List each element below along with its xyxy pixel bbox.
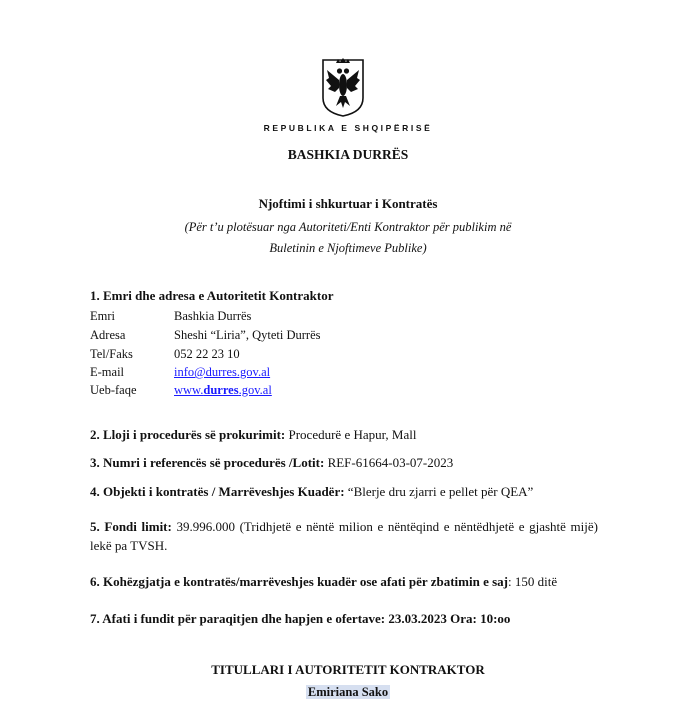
section3-reference: [90, 455, 610, 471]
section4-contract-object: [90, 484, 610, 500]
section6-value: : 150 ditë: [507, 574, 558, 589]
section4-label: 4. Objekti i kontratës / Marrëveshjes Kuadër:: [90, 484, 345, 499]
website-prefix: www.: [174, 383, 204, 397]
row-label: Tel/Faks: [90, 347, 133, 361]
section5-label: 5. Fondi limit:: [90, 519, 172, 534]
signer-name-wrap: [0, 684, 696, 700]
notice-subtitle-line1: (Për t’u plotësuar nga Autoriteti/Enti Kontraktor për publikim në: [184, 220, 512, 234]
section4-value: “Blerje dru zjarri e pellet për QEA”: [344, 484, 534, 499]
municipality-name: BASHKIA DURRËS: [287, 147, 409, 162]
row-label: E-mail: [90, 365, 125, 379]
albanian-eagle-emblem-icon: [320, 58, 366, 118]
republic-label: REPUBLIKA E SHQIPËRISË: [263, 123, 433, 133]
section2-value: Procedurë e Hapur, Mall: [285, 427, 417, 442]
section6-label: 6. Kohëzgjatja e kontratës/marrëveshjes kuadër ose afati për zbatimin e saj: [90, 574, 508, 589]
section3-value: REF-61664-03-07-2023: [324, 455, 454, 470]
section2-label: 2. Lloji i procedurës së prokurimit:: [90, 427, 286, 442]
website-suffix: .gov.al: [238, 383, 272, 397]
section5-fund-limit: [90, 517, 598, 555]
notice-subtitle: [0, 217, 696, 259]
website-domain: durres: [203, 383, 239, 397]
notice-subtitle-line2: Buletinin e Njoftimeve Publike): [269, 241, 427, 255]
section2-procedure-type: [90, 427, 610, 443]
row-label: Emri: [90, 309, 115, 323]
section6-duration: [90, 574, 610, 590]
section3-label: 3. Numri i referencës së procedurës /Lotit:: [90, 455, 325, 470]
row-value: 052 22 23 10: [174, 347, 240, 361]
email-link[interactable]: info@durres.gov.al: [174, 365, 271, 379]
row-label: Ueb-faqe: [90, 383, 137, 397]
signer-name: Emiriana Sako: [307, 685, 389, 699]
row-label: Adresa: [90, 328, 126, 342]
section5-value: 39.996.000 (Tridhjetë e nëntë milion e nëntëqind e nëntëdhjetë e gjashtë mijë) lekë pa TVSH.: [90, 519, 598, 553]
website-link[interactable]: [174, 383, 272, 398]
notice-title: Njoftimi i shkurtuar i Kontratës: [258, 196, 438, 211]
row-value: Sheshi “Liria”, Qyteti Durrës: [174, 328, 321, 342]
section1-heading: 1. Emri dhe adresa e Autoritetit Kontraktor: [90, 288, 334, 303]
signer-title: TITULLARI I AUTORITETIT KONTRAKTOR: [211, 662, 485, 677]
section7-deadline: 7. Afati i fundit për paraqitjen dhe hapjen e ofertave: 23.03.2023 Ora: 10:oo: [90, 611, 511, 626]
row-value: Bashkia Durrës: [174, 309, 252, 323]
